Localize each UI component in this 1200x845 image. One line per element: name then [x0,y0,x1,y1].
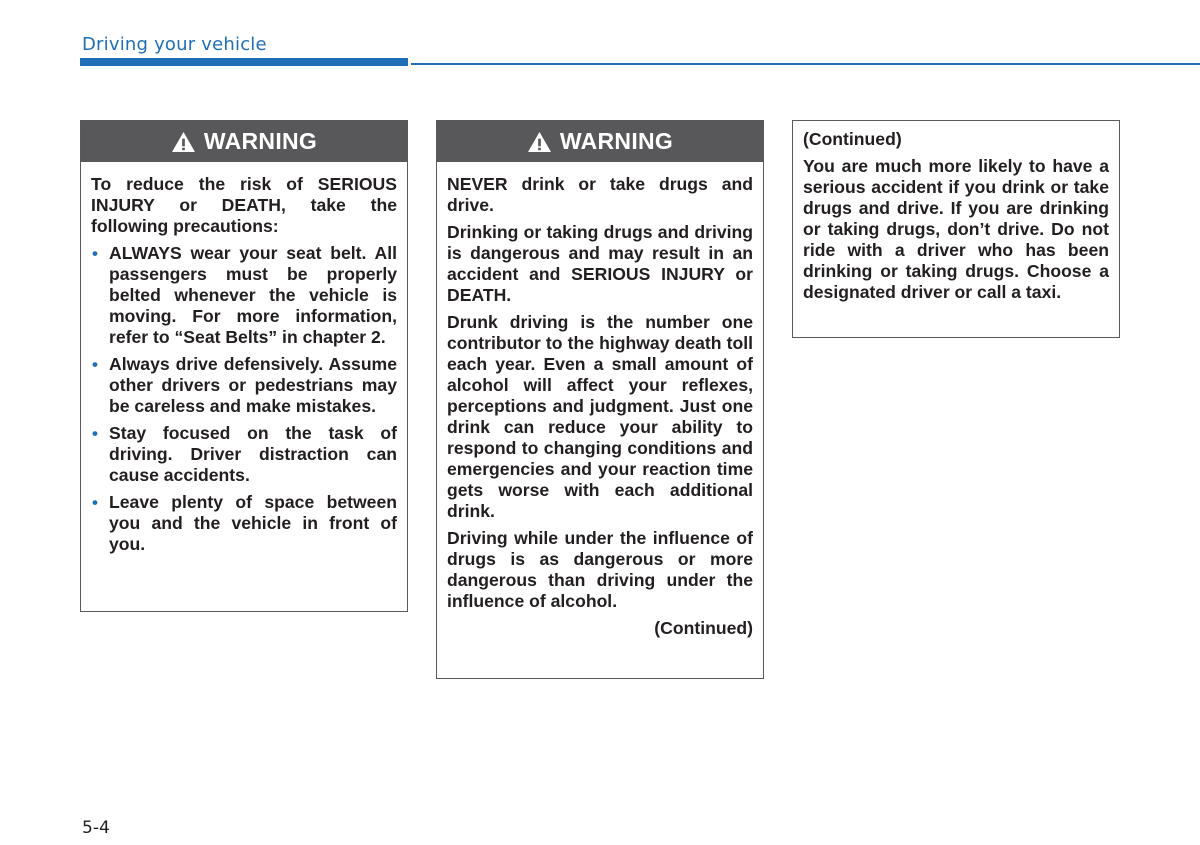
precautions-list [91,243,397,555]
paragraph: Drinking or taking drugs and driving is dangerous and may result in an accident and SERIOUS INJURY or DEATH. [447,222,753,305]
warning-content [81,162,407,569]
paragraph: You are much more likely to have a serious accident if you drink or take drugs and drive. If you are drinking or taking drugs, don’t drive. Do not ride with a driver who has been drinking or taking drugs. Choose a designated driver or call a taxi. [803,156,1109,302]
warning-title: WARNING [203,128,318,154]
warning-box-left [80,120,408,612]
warning-header [81,121,407,162]
warning-intro: To reduce the risk of SERIOUS INJURY or DEATH, take the following precautions: [91,174,397,236]
warning-box-middle [436,120,764,679]
paragraph: NEVER drink or take drugs and drive. [447,174,753,215]
bullet-icon: • [92,493,98,512]
paragraph: Drunk driving is the number one contributor to the highway death toll each year. Even a small amount of alcohol will affect your reflexes, perceptions and judgment. Just one drink can reduce your ability to respond to changing conditions and emergencies and your reaction time gets worse with each additional drink. [447,312,753,521]
bullet-icon: • [92,424,98,443]
continued-label: (Continued) [654,618,753,638]
warning-triangle-icon [527,131,552,153]
bullet-icon: • [92,355,98,374]
bullet-icon: • [92,244,98,263]
list-item: • Always drive defensively. Assume other drivers or pedestrians may be careless and make mistakes. [92,354,397,416]
header-rule-thin [411,63,1200,65]
warning-triangle-icon [171,131,196,153]
warning-content [437,162,763,653]
warning-header [437,121,763,162]
continued-label: (Continued) [803,129,902,149]
list-item: • ALWAYS wear your seat belt. All passengers must be properly belted whenever the vehicle is moving. For more information, refer to “Seat Belts” in chapter 2. [92,243,397,347]
warning-title: WARNING [559,128,674,154]
continued-box [792,120,1120,338]
paragraph: Driving while under the influence of drugs is as dangerous or more dangerous than driving under the influence of alcohol. [447,528,753,611]
header-rule-thick [80,58,408,66]
continued-content [793,121,1119,317]
list-item: • Leave plenty of space between you and the vehicle in front of you. [92,492,397,554]
page-number: 5-4 [82,818,110,838]
section-title: Driving your vehicle [82,34,267,55]
list-item: • Stay focused on the task of driving. Driver distraction can cause accidents. [92,423,397,485]
